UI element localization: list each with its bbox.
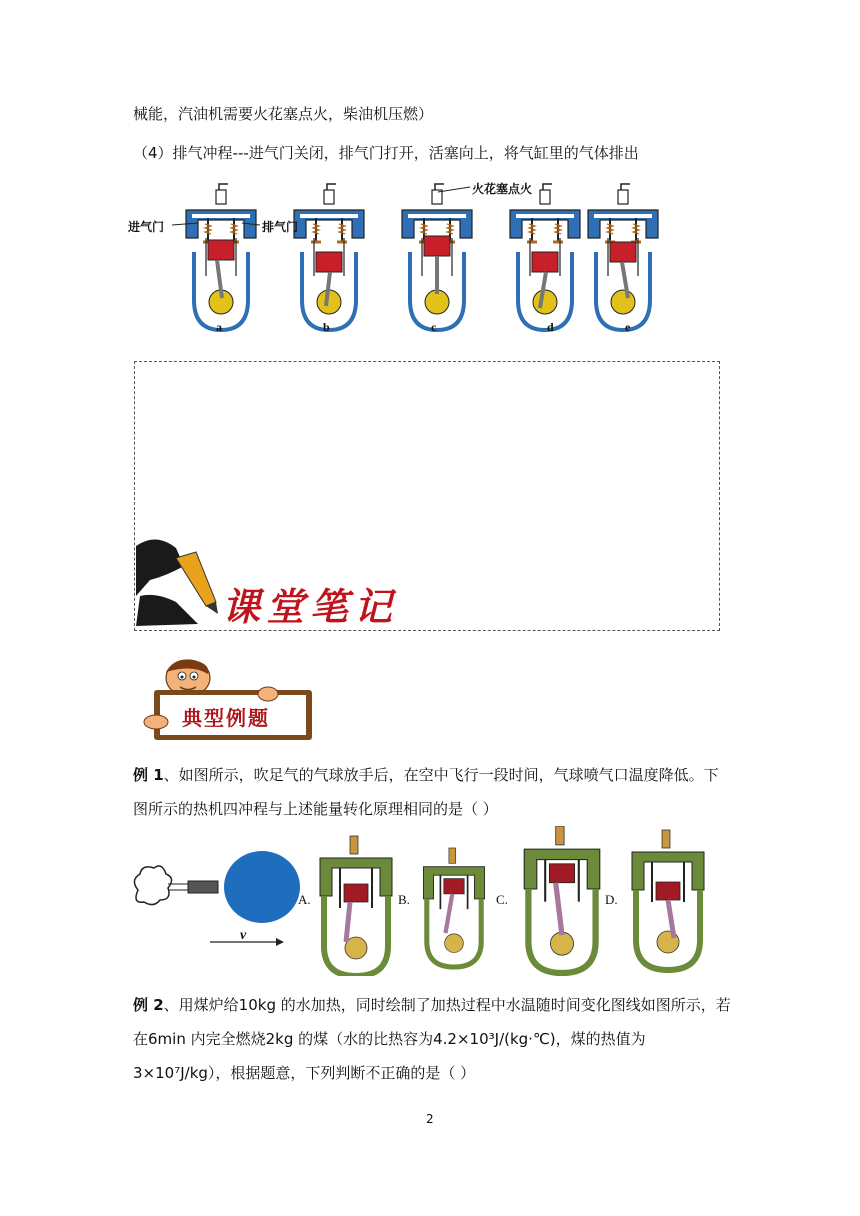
option-a-engine-icon xyxy=(320,836,392,976)
engine-c-icon xyxy=(402,184,472,330)
engine-label-b: b xyxy=(323,320,330,334)
example-1-paragraph xyxy=(133,758,733,826)
class-notes-title: 课堂笔记 xyxy=(222,585,399,629)
option-d-label: D. xyxy=(605,892,618,907)
continuation-text: 械能，汽油机需要火花塞点火，柴油机压燃） xyxy=(133,105,434,123)
example-2-paragraph xyxy=(133,988,733,1090)
engine-label-c: c xyxy=(431,320,437,334)
option-c-engine-icon xyxy=(524,826,600,973)
engine-label-e: e xyxy=(625,320,631,334)
option-a-label: A. xyxy=(298,892,311,907)
spark-plug-label: 火花塞点火 xyxy=(472,182,533,196)
page-number: 2 xyxy=(426,1112,434,1126)
engine-label-a: a xyxy=(216,320,222,334)
option-b-label: B. xyxy=(398,892,410,907)
four-stroke-engines-figure xyxy=(120,178,680,338)
engine-label-d: d xyxy=(547,320,554,334)
engine-a-icon xyxy=(186,184,256,330)
example-1-options-figure xyxy=(316,826,736,976)
pencil-icon xyxy=(136,536,226,628)
example-1-text: 、如图所示，吹足气的气球放手后，在空中飞行一段时间，气球喷气口温度降低。下图所示的热机四冲程与上述能量转化原理相同的是（ ） xyxy=(133,766,719,818)
example-2-text: 、用煤炉给10kg 的水加热，同时绘制了加热过程中水温随时间变化图线如图所示，若在6min 内完全燃烧2kg 的煤（水的比热容为4.2×10³J/(kg·℃)，煤的热值为3×10⁷J/kg），根据题意，下列判断不正确的是（ ） xyxy=(133,996,731,1082)
intake-valve-label: 进气门 xyxy=(128,220,165,234)
velocity-label: v xyxy=(240,928,247,943)
option-d-engine-icon xyxy=(632,830,704,970)
example-2-label: 例 2 xyxy=(133,996,164,1014)
engine-d-icon xyxy=(510,184,580,330)
typical-examples-title: 典型例题 xyxy=(182,706,270,730)
option-b-engine-icon xyxy=(423,848,484,967)
option-c-label: C. xyxy=(496,892,508,907)
engine-e-icon xyxy=(588,184,658,330)
engine-b-icon xyxy=(294,184,364,330)
balloon-figure xyxy=(128,850,308,950)
exhaust-valve-label: 排气门 xyxy=(262,220,299,234)
example-1-label: 例 1 xyxy=(133,766,164,784)
exhaust-stroke-text: （4）排气冲程---进气门关闭，排气门打开，活塞向上，将气缸里的气体排出 xyxy=(133,144,639,162)
